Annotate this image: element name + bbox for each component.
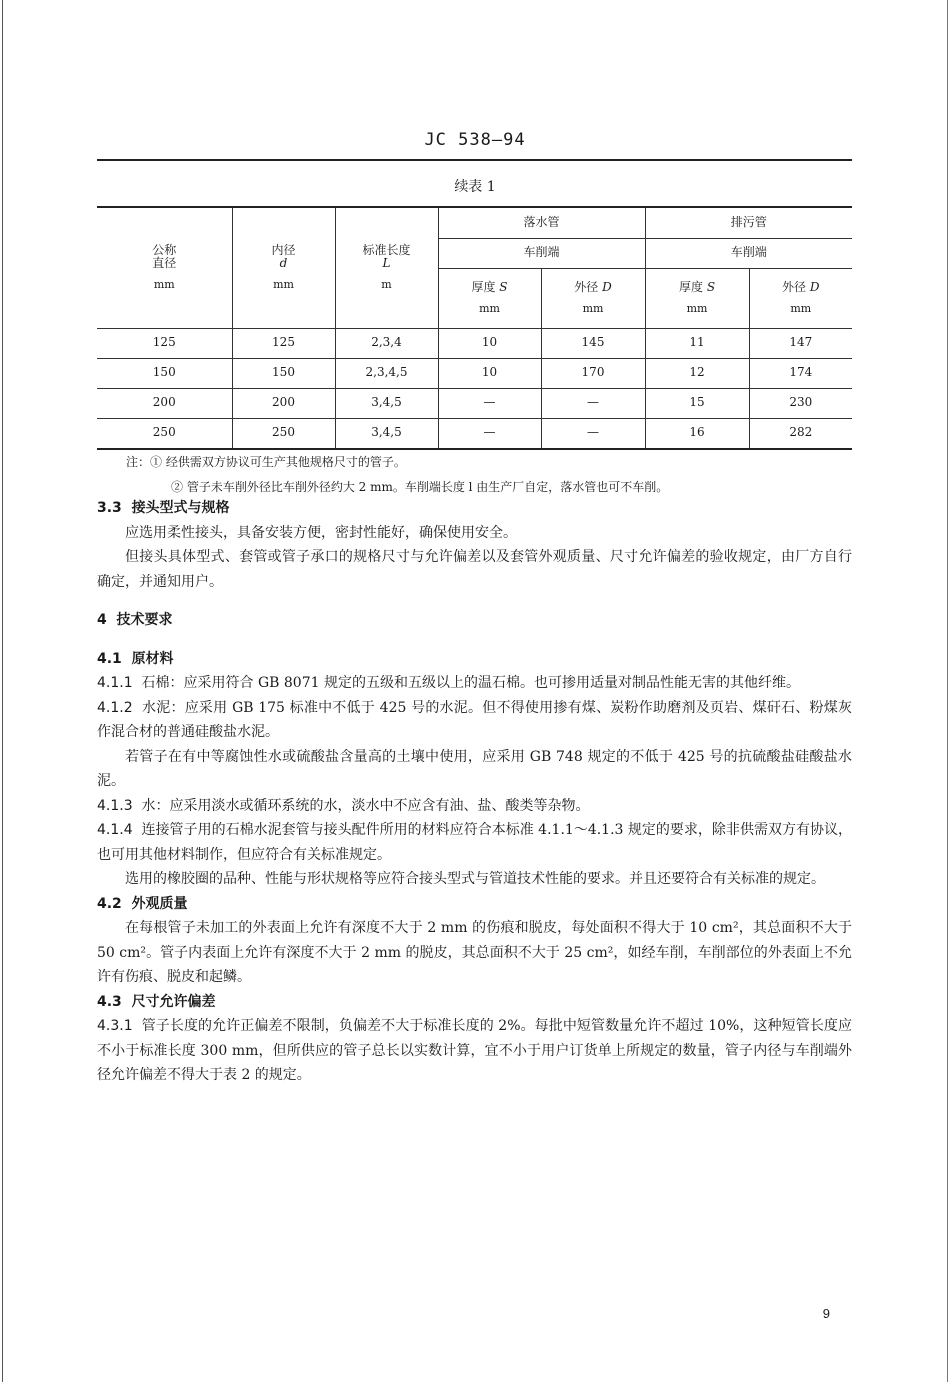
header-nominal-diameter: 公称 直径 mm bbox=[97, 207, 232, 328]
paragraph: 在每根管子未加工的外表面上允许有深度不大于 2 mm 的伤痕和脱皮，每处面积不得大于 10 cm²，其总面积不大于 50 cm²。管子内表面上允许有深度不大于 2 mm 的脱皮，其总面积不大于 25 cm²，如经车削，车削部位的外表面上不允许有伤痕、脱皮和起鳞。 bbox=[97, 920, 852, 985]
table-row: 150 150 2,3,4,5 10 170 12 174 bbox=[97, 358, 852, 388]
header-turned-end-downpipe: 车削端 bbox=[438, 238, 645, 268]
table-note-1: 注：① 经供需双方协议可生产其他规格尺寸的管子。 bbox=[126, 455, 406, 469]
header-standard-length: 标准长度 L m bbox=[335, 207, 438, 328]
section-heading-4-3: 4.3 尺寸允许偏差 bbox=[97, 993, 216, 1010]
paragraph: 应选用柔性接头，具备安装方便，密封性能好，确保使用安全。 bbox=[125, 524, 517, 541]
header-downpipe: 落水管 bbox=[438, 207, 645, 238]
header-thickness-sewer: 厚度 S mm bbox=[645, 268, 749, 328]
header-thickness-downpipe: 厚度 S mm bbox=[438, 268, 541, 328]
document-body bbox=[97, 496, 852, 1088]
table-row: 125 125 2,3,4 10 145 11 147 bbox=[97, 328, 852, 358]
table-row: 250 250 3,4,5 — — 16 282 bbox=[97, 418, 852, 449]
section-heading-4-2: 4.2 外观质量 bbox=[97, 895, 188, 912]
header-rule bbox=[97, 159, 852, 161]
table-notes bbox=[126, 450, 668, 500]
paragraph: 但接头具体型式、套管或管子承口的规格尺寸与允许偏差以及套管外观质量、尺寸允许偏差的验收规定，由厂方自行确定，并通知用户。 bbox=[97, 549, 852, 590]
clause-4-3-1: 4.3.1 管子长度的允许正偏差不限制，负偏差不大于标准长度的 2%。每批中短管数量允许不超过 10%，这种短管长度应不小于标准长度 300 mm，但所供应的管子总长以实数计算，宜不小于用户订货单上所规定的数量，管子内径与车削端外径允许偏差不得大于表 2 的规定。 bbox=[97, 1018, 852, 1083]
table-note-2: ② 管子未车削外径比车削外径约大 2 mm。车削端长度 l 由生产厂自定，落水管也可不车削。 bbox=[171, 480, 669, 494]
section-heading-4: 4 技术要求 bbox=[97, 612, 173, 628]
table-row: 200 200 3,4,5 — — 15 230 bbox=[97, 388, 852, 418]
pipe-spec-table bbox=[97, 206, 852, 450]
page-number: 9 bbox=[822, 1306, 830, 1321]
header-outer-diameter-downpipe: 外径 D mm bbox=[541, 268, 645, 328]
page-edge-right bbox=[947, 0, 948, 1382]
page-edge-left bbox=[2, 0, 3, 1382]
clause-4-1-2: 4.1.2 水泥：应采用 GB 175 标准中不低于 425 号的水泥。但不得使用掺有煤、炭粉作助磨剂及页岩、煤矸石、粉煤灰作混合材的普通硅酸盐水泥。 bbox=[97, 699, 852, 740]
clause-4-1-4: 4.1.4 连接管子用的石棉水泥套管与接头配件所用的材料应符合本标准 4.1.1～4.1.3 规定的要求，除非供需双方有协议，也可用其他材料制作，但应符合有关标准规定。 bbox=[97, 822, 852, 863]
clause-4-1-3: 4.1.3 水：应采用淡水或循环系统的水，淡水中不应含有油、盐、酸类等杂物。 bbox=[97, 797, 590, 814]
section-heading-4-1: 4.1 原材料 bbox=[97, 650, 174, 667]
standard-code-header: JC 538—94 bbox=[424, 130, 526, 150]
section-heading-3-3: 3.3 接头型式与规格 bbox=[97, 500, 230, 516]
header-sewer-pipe: 排污管 bbox=[645, 207, 852, 238]
clause-4-1-1: 4.1.1 石棉：应采用符合 GB 8071 规定的五级和五级以上的温石棉。也可掺用适量对制品性能无害的其他纤维。 bbox=[97, 675, 800, 691]
table-caption: 续表 1 bbox=[454, 179, 496, 195]
paragraph: 若管子在有中等腐蚀性水或硫酸盐含量高的土壤中使用，应采用 GB 748 规定的不低于 425 号的抗硫酸盐硅酸盐水泥。 bbox=[97, 748, 852, 789]
header-inner-diameter: 内径 d mm bbox=[232, 207, 335, 328]
paragraph: 选用的橡胶圈的品种、性能与形状规格等应符合接头型式与管道技术性能的要求。并且还要符合有关标准的规定。 bbox=[125, 871, 825, 887]
header-outer-diameter-sewer: 外径 D mm bbox=[749, 268, 852, 328]
header-turned-end-sewer: 车削端 bbox=[645, 238, 852, 268]
